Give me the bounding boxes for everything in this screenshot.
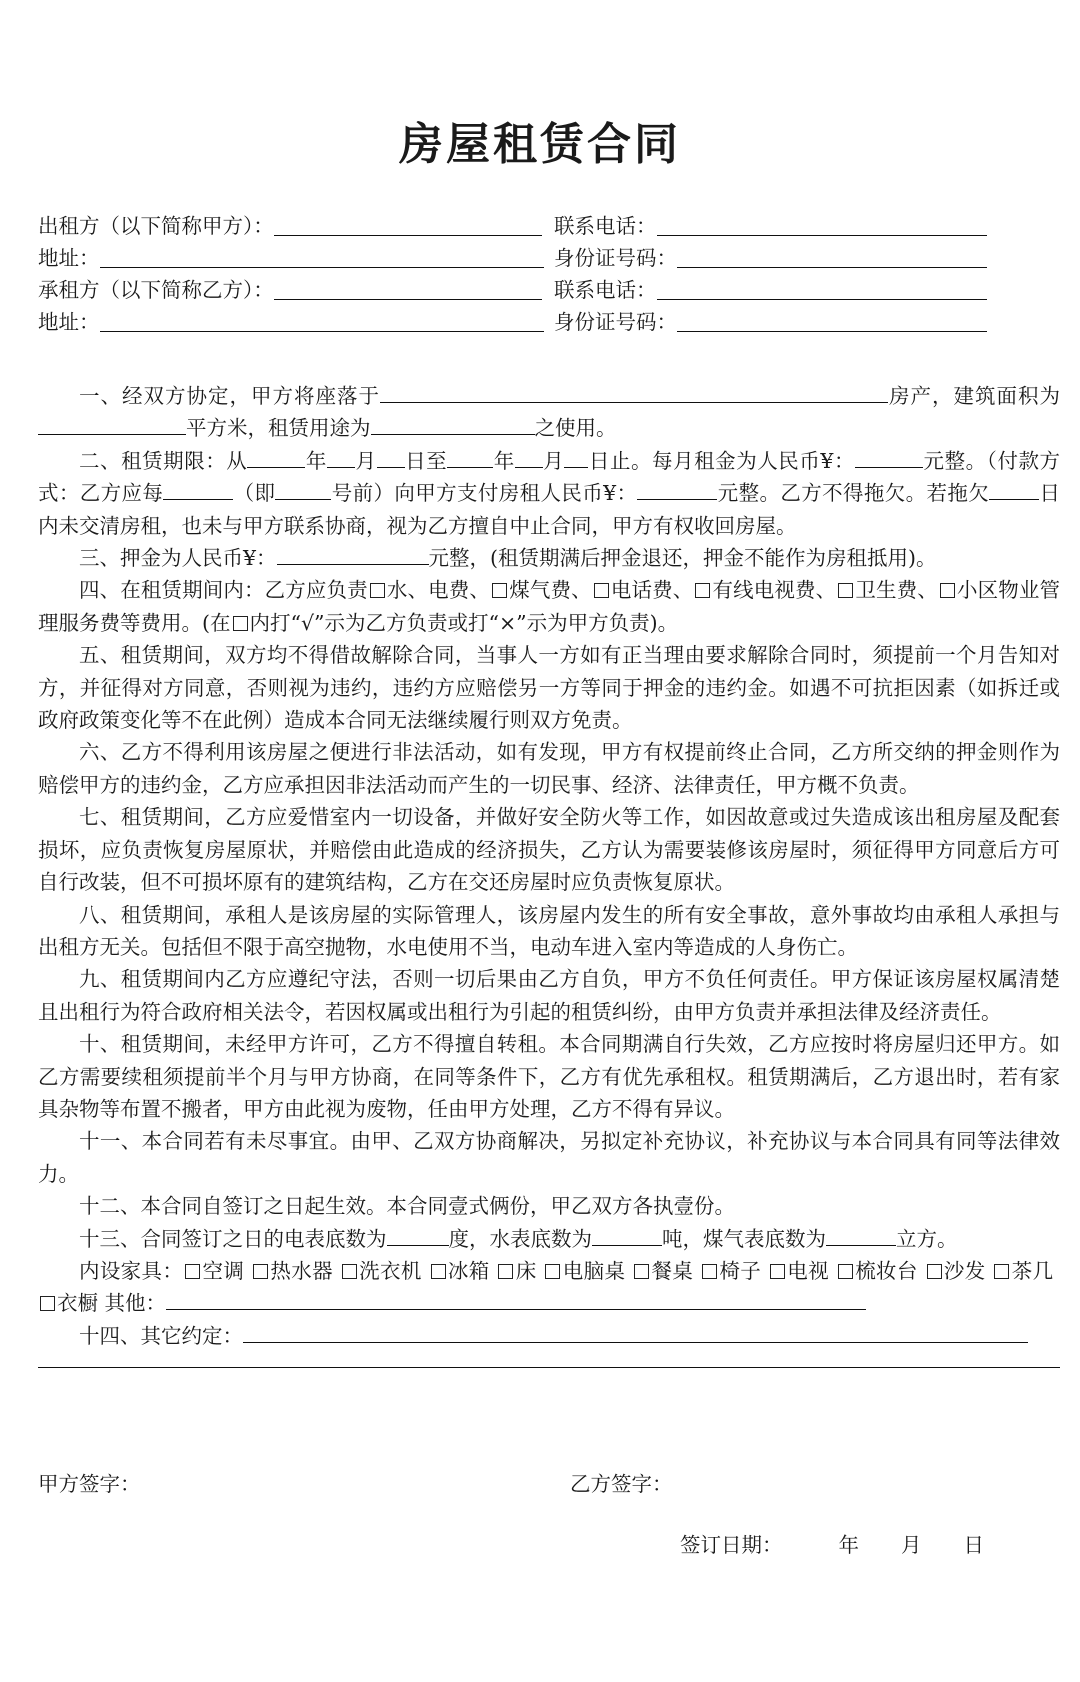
furniture-item: 热水器	[270, 1258, 333, 1283]
furniture-item: 餐桌	[651, 1258, 694, 1283]
start-month-blank[interactable]	[327, 447, 355, 468]
furniture-item: 冰箱	[447, 1258, 490, 1283]
clause-13-text-b: 度，水表底数为	[448, 1226, 592, 1251]
clause-2-text-a: 二、租赁期限：从	[79, 448, 248, 473]
signing-date	[680, 1529, 984, 1561]
furniture-item: 洗衣机	[358, 1258, 422, 1283]
furniture-label: 内设家具：	[79, 1258, 184, 1283]
lessee-label: 承租方（以下简称乙方）：	[38, 278, 274, 302]
lessor-address-blank[interactable]	[100, 245, 544, 268]
furniture-checkbox[interactable]	[702, 1264, 717, 1279]
gas-meter-blank[interactable]	[826, 1225, 896, 1246]
payment-text-a: （付款方式：乙方应每	[38, 448, 1061, 506]
clause-14	[38, 1320, 1060, 1352]
furniture-checkbox[interactable]	[342, 1264, 357, 1279]
deposit-blank[interactable]	[277, 544, 429, 565]
lessee-address-label: 地址：	[38, 310, 100, 334]
phone-fee-checkbox[interactable]	[594, 583, 609, 598]
day-stop-label: 日止。每月租金为人民币¥：	[588, 448, 855, 473]
end-day-blank[interactable]	[564, 447, 588, 468]
clause-6: 六、乙方不得利用该房屋之便进行非法活动，如有发现，甲方有权提前终止合同，乙方所交纳的押金则作为赔偿甲方的违约金，乙方应承担因非法活动而产生的一切民事、经济、法律责任，甲方概不负责。	[38, 740, 1060, 797]
payment-period-blank[interactable]	[163, 479, 233, 500]
furniture-list	[38, 1255, 1060, 1320]
clause-1-text-d: 之使用。	[534, 416, 617, 441]
electric-meter-blank[interactable]	[387, 1225, 449, 1246]
signing-year-label: 年	[838, 1533, 859, 1557]
end-month-blank[interactable]	[515, 447, 543, 468]
phone-fee-label: 电话费、	[610, 578, 694, 603]
gas-checkbox[interactable]	[492, 583, 507, 598]
signing-date-label: 签订日期：	[680, 1533, 783, 1557]
clause-1-text-c: 平方米，租赁用途为	[186, 416, 371, 441]
furniture-checkbox[interactable]	[994, 1264, 1009, 1279]
lessor-phone-field	[554, 210, 987, 242]
area-blank[interactable]	[38, 414, 186, 435]
water-meter-blank[interactable]	[592, 1225, 662, 1246]
furniture-item: 茶几	[1011, 1258, 1054, 1283]
lessee-address-blank[interactable]	[100, 309, 544, 332]
furniture-checkbox[interactable]	[545, 1264, 560, 1279]
clause-8: 八、租赁期间，承租人是该房屋的实际管理人，该房屋内发生的所有安全事故，意外事故均由承租人承担与出租方无关。包括但不限于高空抛物，水电使用不当，电动车进入室内等造成的人身伤亡。	[38, 902, 1060, 959]
clause-3	[38, 542, 1060, 574]
payment-text-d: 元整。乙方不得拖欠。若拖欠	[717, 481, 990, 506]
signature-row	[38, 1468, 1058, 1500]
water-label: 水、电费、	[386, 578, 491, 603]
lessor-phone-blank[interactable]	[657, 213, 987, 236]
payment-amount-blank[interactable]	[637, 479, 717, 500]
clause-11: 十一、本合同若有未尽事宜。由甲、乙双方协商解决，另拟定补充协议，补充协议与本合同具有同等法律效力。	[38, 1129, 1060, 1186]
lessor-id-label: 身份证号码：	[554, 246, 677, 270]
lessor-blank[interactable]	[274, 213, 542, 236]
payment-text-c: 号前）向甲方支付房租人民币¥：	[331, 481, 638, 506]
lessee-phone-field	[554, 274, 987, 306]
furniture-checkbox[interactable]	[498, 1264, 513, 1279]
property-fee-label: 小区物业管理服务费等费用。(在	[38, 578, 1061, 635]
lessee-blank[interactable]	[274, 277, 542, 300]
payment-text-e: 日内未交清房租，也未与甲方联系协商，视为乙方擅自中止合同，甲方有权收回房屋。	[38, 481, 1061, 538]
location-blank[interactable]	[380, 382, 888, 403]
lessor-address-field	[38, 242, 544, 274]
clause-12: 十二、本合同自签订之日起生效。本合同壹式俩份，甲乙双方各执壹份。	[79, 1194, 735, 1219]
signing-day-label: 日	[963, 1533, 984, 1557]
spacer	[38, 1352, 1060, 1366]
signing-month-label: 月	[901, 1533, 922, 1557]
lessor-phone-label: 联系电话：	[554, 214, 657, 238]
lessee-row	[38, 274, 1058, 306]
furniture-item: 衣橱	[57, 1291, 98, 1316]
clause-4-text-a: 四、在租赁期间内：乙方应负责	[79, 578, 368, 603]
payment-text-b: （即	[233, 481, 276, 506]
contract-body	[38, 380, 1060, 1368]
month-label: 月	[542, 448, 565, 473]
furniture-checkbox[interactable]	[431, 1264, 446, 1279]
lessee-id-label: 身份证号码：	[554, 310, 677, 334]
clause-13	[38, 1223, 1060, 1255]
end-year-blank[interactable]	[447, 447, 493, 468]
party-a-signature-label: 甲方签字：	[38, 1472, 141, 1496]
cable-tv-label: 有线电视费、	[712, 578, 837, 603]
lessor-label: 出租方（以下简称甲方）：	[38, 214, 274, 238]
furniture-item: 床	[515, 1258, 537, 1283]
property-fee-checkbox[interactable]	[940, 583, 955, 598]
clause-13-text-d: 立方。	[896, 1226, 958, 1251]
overdue-days-blank[interactable]	[989, 479, 1039, 500]
clause-1-text-b: 房产，建筑面积为	[888, 384, 1060, 408]
hygiene-label: 卫生费、	[855, 578, 938, 603]
other-terms-blank[interactable]	[243, 1322, 1028, 1343]
furniture-item: 电脑桌	[562, 1258, 626, 1283]
month-label: 月	[354, 448, 377, 473]
clause-4-note: 内打“√”示为乙方负责或打“×”示为甲方负责)。	[249, 610, 679, 635]
clause-10: 十、租赁期间，未经甲方许可，乙方不得擅自转租。本合同期满自行失效，乙方应按时将房屋归还甲方。如乙方需要续租须提前半个月与甲方协商，在同等条件下，乙方有优先承租权。租赁期满后，乙方退出时，若有家具杂物等布置不搬者，甲方由此视为废物，任由甲方处理，乙方不得有异议。	[38, 1032, 1060, 1121]
lessor-address-row	[38, 242, 1058, 274]
lessee-address-row	[38, 306, 1058, 338]
furniture-item: 电视	[786, 1258, 829, 1283]
hygiene-checkbox[interactable]	[838, 583, 853, 598]
lessee-phone-label: 联系电话：	[554, 278, 657, 302]
clause-3-text-a: 三、押金为人民币¥：	[79, 546, 277, 571]
clause-7: 七、租赁期间，乙方应爱惜室内一切设备，并做好安全防火等工作，如因故意或过失造成该出租房屋及配套损坏，应负责恢复房屋原状，并赔偿由此造成的经济损失，乙方认为需要装修该房屋时，须征得甲方同意后方可自行改装，但不可损坏原有的建筑结构，乙方在交还房屋时应负责恢复原状。	[38, 805, 1060, 895]
year-label: 年	[493, 448, 515, 473]
lessor-address-label: 地址：	[38, 246, 100, 270]
clause-1-text-a: 一、经双方协定，甲方将座落于	[79, 384, 380, 408]
furniture-item: 椅子	[719, 1258, 762, 1283]
clause-5: 五、租赁期间，双方均不得借故解除合同，当事人一方如有正当理由要求解除合同时，须提前一个月告知对方，并征得对方同意，否则视为违约，违约方应赔偿另一方等同于押金的违约金。如遇不可抗拒因素（如拆迁或政府政策变化等不在此例）造成本合同无法继续履行则双方免责。	[38, 643, 1060, 733]
furniture-item: 沙发	[943, 1258, 986, 1283]
furniture-other-blank[interactable]	[166, 1289, 866, 1310]
furniture-checkbox[interactable]	[838, 1264, 853, 1279]
lessor-row	[38, 210, 1058, 242]
day-to-label: 日至	[404, 448, 448, 473]
gas-label: 煤气费、	[509, 578, 592, 603]
party-info	[38, 210, 1058, 338]
start-day-blank[interactable]	[377, 447, 405, 468]
furniture-checkbox[interactable]	[634, 1264, 649, 1279]
year-label: 年	[305, 448, 327, 473]
party-b-signature-label: 乙方签字：	[570, 1472, 673, 1496]
clause-14-label: 十四、其它约定：	[79, 1323, 243, 1348]
payment-day-blank[interactable]	[275, 479, 331, 500]
furniture-item: 梳妆台	[854, 1258, 918, 1283]
other-terms-line[interactable]	[38, 1366, 1060, 1368]
lessor-field	[38, 210, 542, 242]
lessee-id-blank[interactable]	[677, 309, 987, 332]
clause-1	[38, 380, 1060, 445]
lessor-id-field	[554, 242, 987, 274]
usage-blank[interactable]	[371, 414, 535, 435]
furniture-checkbox[interactable]	[770, 1264, 785, 1279]
start-year-blank[interactable]	[247, 447, 305, 468]
lessee-id-field	[554, 306, 987, 338]
lessor-id-blank[interactable]	[677, 245, 987, 268]
lessee-phone-blank[interactable]	[657, 277, 987, 300]
lessee-field	[38, 274, 542, 306]
page-title: 房屋租赁合同	[399, 119, 681, 170]
water-checkbox[interactable]	[370, 583, 385, 598]
furniture-checkbox[interactable]	[185, 1264, 200, 1279]
clause-13-text-a: 十三、合同签订之日的电表底数为	[79, 1226, 387, 1251]
furniture-item: 空调	[202, 1258, 245, 1283]
clause-3-text-b: 元整，(租赁期满后押金退还，押金不能作为房租抵用)。	[428, 546, 937, 571]
legend-box-icon	[233, 616, 248, 631]
monthly-rent-blank[interactable]	[855, 447, 923, 468]
furniture-other-label: 其他：	[104, 1291, 167, 1316]
furniture-checkbox[interactable]	[253, 1264, 268, 1279]
clause-13-text-c: 吨，煤气表底数为	[662, 1226, 826, 1251]
clause-4	[38, 574, 1060, 639]
furniture-checkbox[interactable]	[40, 1296, 55, 1311]
clause-9: 九、租赁期间内乙方应遵纪守法，否则一切后果由乙方自负，甲方不负任何责任。甲方保证该房屋权属清楚且出租行为符合政府相关法令，若因权属或出租行为引起的租赁纠纷，由甲方负责并承担法律及经济责任。	[38, 967, 1060, 1024]
lessee-address-field	[38, 306, 544, 338]
yuan-label: 元整。	[923, 448, 987, 473]
clause-2	[38, 445, 1060, 542]
furniture-checkbox[interactable]	[927, 1264, 942, 1279]
cable-tv-checkbox[interactable]	[695, 583, 710, 598]
